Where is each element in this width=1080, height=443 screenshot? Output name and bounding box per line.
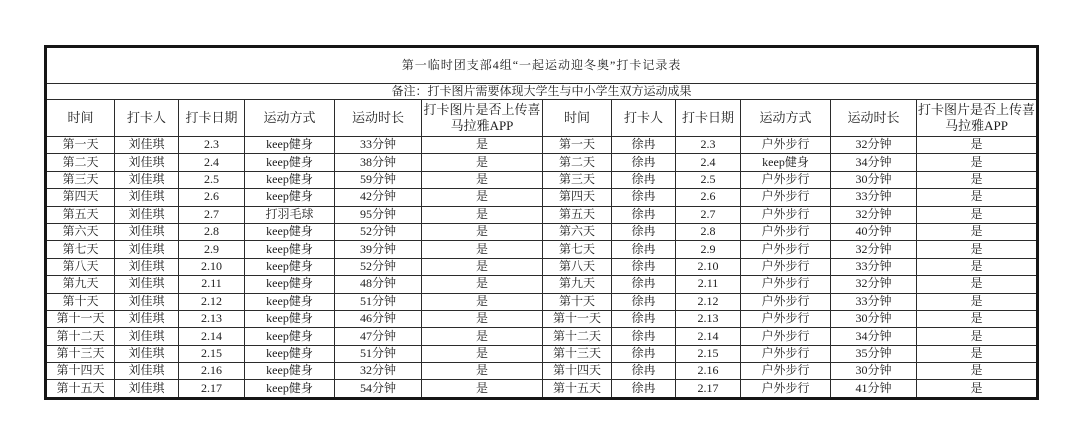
cell: 刘佳琪 <box>115 380 179 398</box>
cell: 51分钟 <box>335 345 422 362</box>
cell: 是 <box>422 206 543 223</box>
cell: 32分钟 <box>831 276 917 293</box>
column-header-left-0: 时间 <box>46 100 115 137</box>
column-header-left-1: 打卡人 <box>115 100 179 137</box>
cell: 是 <box>422 189 543 206</box>
column-header-left-5: 打卡图片是否上传喜马拉雅APP <box>422 100 543 137</box>
cell: 2.14 <box>676 328 741 345</box>
column-header-left-4: 运动时长 <box>335 100 422 137</box>
cell: 2.17 <box>676 380 741 398</box>
cell: 第七天 <box>46 241 115 258</box>
cell: 第一天 <box>543 137 612 154</box>
cell: 2.16 <box>676 363 741 380</box>
cell: 2.10 <box>179 258 245 275</box>
cell: 51分钟 <box>335 293 422 310</box>
cell: 35分钟 <box>831 345 917 362</box>
note-text: 备注：打卡图片需要体现大学生与中小学生双方运动成果 <box>46 84 1038 100</box>
table-row <box>46 328 1038 345</box>
cell: 2.7 <box>179 206 245 223</box>
cell: keep健身 <box>245 328 335 345</box>
cell: 是 <box>917 293 1038 310</box>
cell: 徐冉 <box>612 363 676 380</box>
cell: 是 <box>422 241 543 258</box>
cell: 2.8 <box>179 223 245 240</box>
cell: 第九天 <box>543 276 612 293</box>
header-row <box>46 100 1038 137</box>
cell: 徐冉 <box>612 241 676 258</box>
cell: 第十二天 <box>46 328 115 345</box>
cell: 是 <box>917 380 1038 398</box>
cell: 第六天 <box>46 223 115 240</box>
cell: 刘佳琪 <box>115 171 179 188</box>
cell: 2.11 <box>676 276 741 293</box>
table-row <box>46 310 1038 327</box>
cell: 是 <box>422 137 543 154</box>
cell: 是 <box>422 345 543 362</box>
cell: keep健身 <box>245 189 335 206</box>
cell: 是 <box>917 206 1038 223</box>
cell: 32分钟 <box>335 363 422 380</box>
cell: 2.13 <box>179 310 245 327</box>
cell: 第十五天 <box>543 380 612 398</box>
table-row <box>46 380 1038 398</box>
page-title: 第一临时团支部4组“一起运动迎冬奥”打卡记录表 <box>46 47 1038 84</box>
cell: 第十四天 <box>46 363 115 380</box>
cell: 刘佳琪 <box>115 154 179 171</box>
cell: 第二天 <box>46 154 115 171</box>
cell: 是 <box>917 276 1038 293</box>
cell: 33分钟 <box>335 137 422 154</box>
cell: 户外步行 <box>741 137 831 154</box>
column-header-right-1: 打卡人 <box>612 100 676 137</box>
cell: 徐冉 <box>612 258 676 275</box>
cell: 2.6 <box>179 189 245 206</box>
cell: 户外步行 <box>741 276 831 293</box>
cell: 2.17 <box>179 380 245 398</box>
table-row <box>46 363 1038 380</box>
cell: 是 <box>422 171 543 188</box>
cell: 2.9 <box>676 241 741 258</box>
cell: 打羽毛球 <box>245 206 335 223</box>
column-header-left-3: 运动方式 <box>245 100 335 137</box>
cell: 2.16 <box>179 363 245 380</box>
cell: 刘佳琪 <box>115 241 179 258</box>
table-row <box>46 171 1038 188</box>
cell: 第七天 <box>543 241 612 258</box>
cell: 刘佳琪 <box>115 223 179 240</box>
cell: keep健身 <box>245 258 335 275</box>
cell: 2.3 <box>676 137 741 154</box>
cell: 是 <box>422 293 543 310</box>
cell: 第四天 <box>543 189 612 206</box>
cell: 徐冉 <box>612 345 676 362</box>
cell: 是 <box>422 258 543 275</box>
cell: 第八天 <box>543 258 612 275</box>
cell: 第五天 <box>543 206 612 223</box>
cell: 刘佳琪 <box>115 345 179 362</box>
cell: 第三天 <box>46 171 115 188</box>
cell: 95分钟 <box>335 206 422 223</box>
table-row <box>46 137 1038 154</box>
cell: 39分钟 <box>335 241 422 258</box>
cell: 是 <box>917 363 1038 380</box>
cell: 40分钟 <box>831 223 917 240</box>
table-row <box>46 293 1038 310</box>
checkin-record-table <box>44 45 1039 400</box>
cell: 34分钟 <box>831 154 917 171</box>
cell: 54分钟 <box>335 380 422 398</box>
cell: 徐冉 <box>612 223 676 240</box>
cell: 2.8 <box>676 223 741 240</box>
cell: 32分钟 <box>831 206 917 223</box>
table-row <box>46 223 1038 240</box>
cell: 第十五天 <box>46 380 115 398</box>
cell: 30分钟 <box>831 171 917 188</box>
cell: 32分钟 <box>831 137 917 154</box>
cell: 34分钟 <box>831 328 917 345</box>
cell: 第十三天 <box>543 345 612 362</box>
table-row <box>46 189 1038 206</box>
column-header-left-2: 打卡日期 <box>179 100 245 137</box>
cell: 是 <box>422 223 543 240</box>
cell: 是 <box>917 345 1038 362</box>
cell: 2.15 <box>179 345 245 362</box>
cell: 2.12 <box>676 293 741 310</box>
cell: 第十三天 <box>46 345 115 362</box>
cell: 是 <box>917 137 1038 154</box>
cell: 户外步行 <box>741 380 831 398</box>
cell: 2.4 <box>179 154 245 171</box>
cell: 户外步行 <box>741 345 831 362</box>
table-row <box>46 241 1038 258</box>
cell: 59分钟 <box>335 171 422 188</box>
cell: 刘佳琪 <box>115 328 179 345</box>
cell: keep健身 <box>245 293 335 310</box>
cell: 是 <box>917 171 1038 188</box>
cell: 户外步行 <box>741 258 831 275</box>
note-row <box>46 84 1038 100</box>
cell: 是 <box>917 154 1038 171</box>
cell: 徐冉 <box>612 328 676 345</box>
cell: 徐冉 <box>612 171 676 188</box>
table-row <box>46 276 1038 293</box>
cell: 33分钟 <box>831 293 917 310</box>
cell: 2.9 <box>179 241 245 258</box>
cell: 41分钟 <box>831 380 917 398</box>
cell: 是 <box>422 380 543 398</box>
cell: 徐冉 <box>612 380 676 398</box>
cell: 第二天 <box>543 154 612 171</box>
cell: 30分钟 <box>831 363 917 380</box>
cell: 2.12 <box>179 293 245 310</box>
cell: 是 <box>917 310 1038 327</box>
cell: 2.5 <box>179 171 245 188</box>
column-header-right-3: 运动方式 <box>741 100 831 137</box>
cell: 是 <box>917 189 1038 206</box>
cell: 户外步行 <box>741 223 831 240</box>
cell: 是 <box>422 276 543 293</box>
cell: 刘佳琪 <box>115 276 179 293</box>
cell: 2.5 <box>676 171 741 188</box>
cell: 2.3 <box>179 137 245 154</box>
cell: 徐冉 <box>612 206 676 223</box>
cell: 2.6 <box>676 189 741 206</box>
cell: 33分钟 <box>831 189 917 206</box>
cell: keep健身 <box>245 310 335 327</box>
cell: 刘佳琪 <box>115 363 179 380</box>
cell: 2.14 <box>179 328 245 345</box>
cell: 刘佳琪 <box>115 137 179 154</box>
cell: 是 <box>917 223 1038 240</box>
column-header-right-5: 打卡图片是否上传喜马拉雅APP <box>917 100 1038 137</box>
cell: keep健身 <box>245 380 335 398</box>
cell: keep健身 <box>245 154 335 171</box>
cell: 是 <box>422 328 543 345</box>
cell: keep健身 <box>245 345 335 362</box>
cell: 是 <box>917 258 1038 275</box>
cell: 30分钟 <box>831 310 917 327</box>
cell: 2.13 <box>676 310 741 327</box>
cell: 38分钟 <box>335 154 422 171</box>
cell: 徐冉 <box>612 276 676 293</box>
cell: 47分钟 <box>335 328 422 345</box>
title-row <box>46 47 1038 84</box>
cell: 徐冉 <box>612 189 676 206</box>
column-header-right-4: 运动时长 <box>831 100 917 137</box>
column-header-right-0: 时间 <box>543 100 612 137</box>
table-row <box>46 206 1038 223</box>
cell: 32分钟 <box>831 241 917 258</box>
cell: 户外步行 <box>741 189 831 206</box>
cell: 户外步行 <box>741 328 831 345</box>
cell: 是 <box>422 363 543 380</box>
cell: 是 <box>422 310 543 327</box>
cell: 徐冉 <box>612 154 676 171</box>
column-header-right-2: 打卡日期 <box>676 100 741 137</box>
cell: 户外步行 <box>741 363 831 380</box>
cell: keep健身 <box>245 137 335 154</box>
cell: 刘佳琪 <box>115 206 179 223</box>
cell: keep健身 <box>245 223 335 240</box>
cell: 第十天 <box>46 293 115 310</box>
cell: 第十一天 <box>543 310 612 327</box>
cell: keep健身 <box>245 171 335 188</box>
cell: 徐冉 <box>612 293 676 310</box>
cell: 刘佳琪 <box>115 258 179 275</box>
cell: 户外步行 <box>741 310 831 327</box>
cell: 第六天 <box>543 223 612 240</box>
cell: keep健身 <box>245 241 335 258</box>
cell: 徐冉 <box>612 310 676 327</box>
cell: keep健身 <box>245 276 335 293</box>
cell: 第十一天 <box>46 310 115 327</box>
cell: 是 <box>917 241 1038 258</box>
cell: 是 <box>917 328 1038 345</box>
cell: 第八天 <box>46 258 115 275</box>
cell: 刘佳琪 <box>115 293 179 310</box>
cell: 户外步行 <box>741 241 831 258</box>
cell: 第十天 <box>543 293 612 310</box>
cell: 33分钟 <box>831 258 917 275</box>
cell: 第四天 <box>46 189 115 206</box>
table-row <box>46 345 1038 362</box>
cell: keep健身 <box>245 363 335 380</box>
cell: 第九天 <box>46 276 115 293</box>
cell: 2.10 <box>676 258 741 275</box>
cell: 刘佳琪 <box>115 189 179 206</box>
cell: 户外步行 <box>741 206 831 223</box>
cell: 2.11 <box>179 276 245 293</box>
cell: 刘佳琪 <box>115 310 179 327</box>
cell: 48分钟 <box>335 276 422 293</box>
cell: 户外步行 <box>741 293 831 310</box>
cell: 第三天 <box>543 171 612 188</box>
cell: keep健身 <box>741 154 831 171</box>
cell: 46分钟 <box>335 310 422 327</box>
cell: 42分钟 <box>335 189 422 206</box>
table-row <box>46 258 1038 275</box>
table-row <box>46 154 1038 171</box>
cell: 2.4 <box>676 154 741 171</box>
cell: 52分钟 <box>335 223 422 240</box>
cell: 第十四天 <box>543 363 612 380</box>
cell: 52分钟 <box>335 258 422 275</box>
cell: 第一天 <box>46 137 115 154</box>
cell: 第十二天 <box>543 328 612 345</box>
cell: 2.15 <box>676 345 741 362</box>
cell: 第五天 <box>46 206 115 223</box>
cell: 徐冉 <box>612 137 676 154</box>
cell: 2.7 <box>676 206 741 223</box>
cell: 是 <box>422 154 543 171</box>
cell: 户外步行 <box>741 171 831 188</box>
